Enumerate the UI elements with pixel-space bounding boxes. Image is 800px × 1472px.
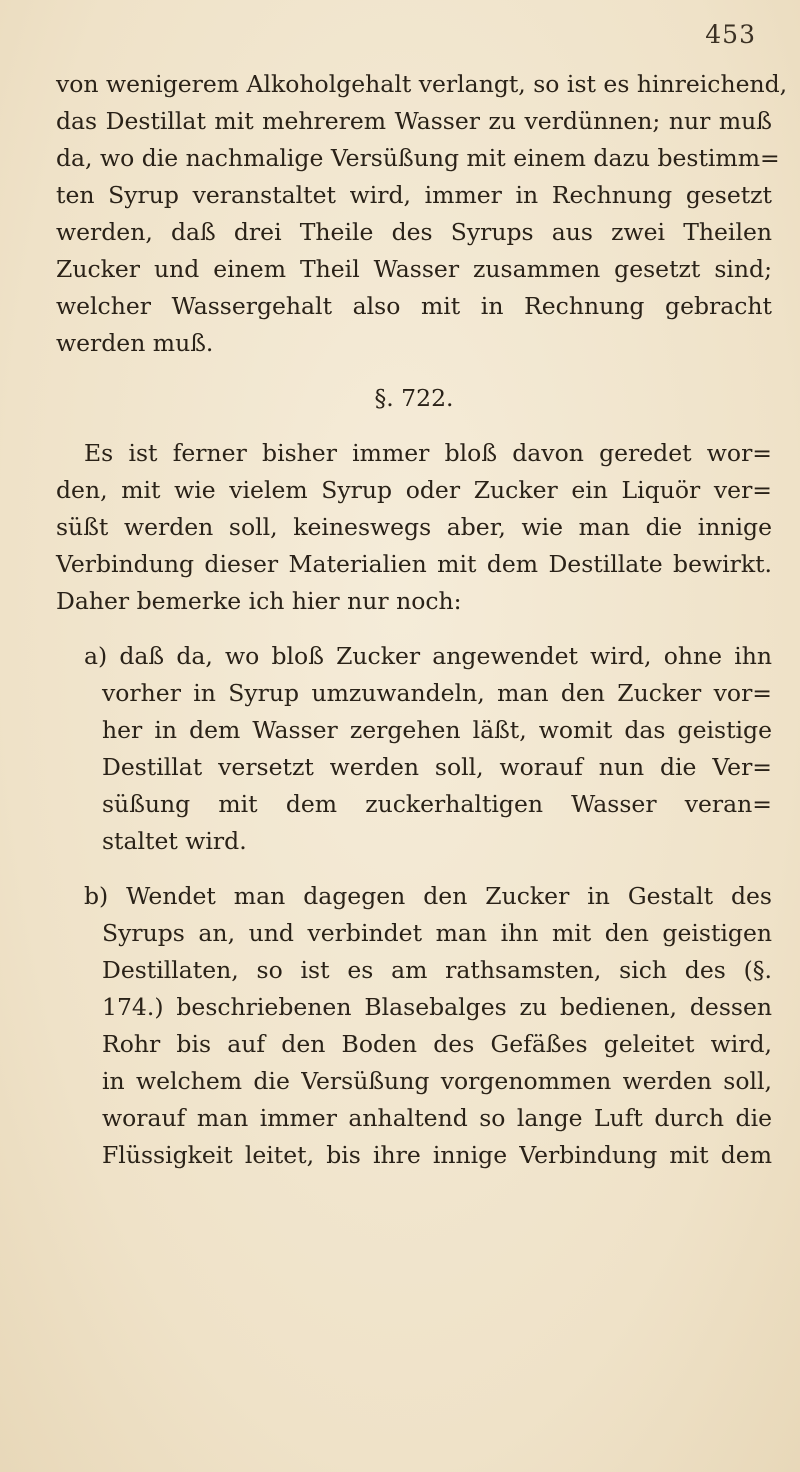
page-text — [56, 66, 788, 1174]
spacer — [56, 362, 772, 380]
text-line: von wenigerem Alkoholgehalt verlangt, so ist es hinreichend, — [56, 70, 788, 98]
text-line: 174.) beschriebenen Blasebalges zu bedienen, dessen — [102, 993, 772, 1021]
text-line: her in dem Wasser zergehen läßt, womit das geistige — [102, 716, 772, 744]
text-line: Destillat versetzt werden soll, worauf nun die Ver= — [102, 753, 772, 781]
spacer — [56, 860, 772, 878]
text-line: Verbindung dieser Materialien mit dem Destillate bewirkt. — [56, 550, 772, 578]
text-line: Rohr bis auf den Boden des Gefäßes geleitet wird, — [102, 1030, 772, 1058]
text-line: ten Syrup veranstaltet wird, immer in Rechnung gesetzt — [56, 181, 772, 209]
section-heading: §. 722. — [374, 384, 454, 412]
list-item-a — [56, 638, 772, 860]
text-line: süßt werden soll, keineswegs aber, wie man die innige — [56, 513, 772, 541]
page-number: 453 — [705, 20, 756, 49]
spacer — [56, 417, 772, 435]
spacer — [56, 620, 772, 638]
text-line: Zucker und einem Theil Wasser zusammen gesetzt sind; — [56, 255, 772, 283]
text-line: vorher in Syrup umzuwandeln, man den Zucker vor= — [102, 679, 772, 707]
text-line: Syrups an, und verbindet man ihn mit den geistigen — [102, 919, 772, 947]
text-line: Daher bemerke ich hier nur noch: — [56, 587, 462, 615]
text-line: den, mit wie vielem Syrup oder Zucker ein Liquör ver= — [56, 476, 772, 504]
list-item-b — [56, 878, 772, 1174]
paragraph-2 — [56, 435, 772, 620]
paragraph-1 — [56, 66, 788, 362]
text-line: in welchem die Versüßung vorgenommen werden soll, — [102, 1067, 772, 1095]
text-line: süßung mit dem zuckerhaltigen Wasser veran= — [102, 790, 772, 818]
text-line: Destillaten, so ist es am rathsamsten, sich des (§. — [102, 956, 772, 984]
text-line: a) daß da, wo bloß Zucker angewendet wird, ohne ihn — [84, 642, 772, 670]
text-line: Es ist ferner bisher immer bloß davon geredet wor= — [84, 439, 772, 467]
text-line: werden, daß drei Theile des Syrups aus zwei Theilen — [56, 218, 772, 246]
text-line: staltet wird. — [102, 827, 247, 855]
text-line: da, wo die nachmalige Versüßung mit einem dazu bestimm= — [56, 144, 780, 172]
text-line: werden muß. — [56, 329, 214, 357]
text-line: das Destillat mit mehrerem Wasser zu verdünnen; nur muß — [56, 107, 772, 135]
text-line: welcher Wassergehalt also mit in Rechnung gebracht — [56, 292, 772, 320]
text-line: Flüssigkeit leitet, bis ihre innige Verbindung mit dem — [102, 1141, 772, 1169]
text-line: worauf man immer anhaltend so lange Luft durch die — [102, 1104, 772, 1132]
text-line: b) Wendet man dagegen den Zucker in Gestalt des — [84, 882, 772, 910]
